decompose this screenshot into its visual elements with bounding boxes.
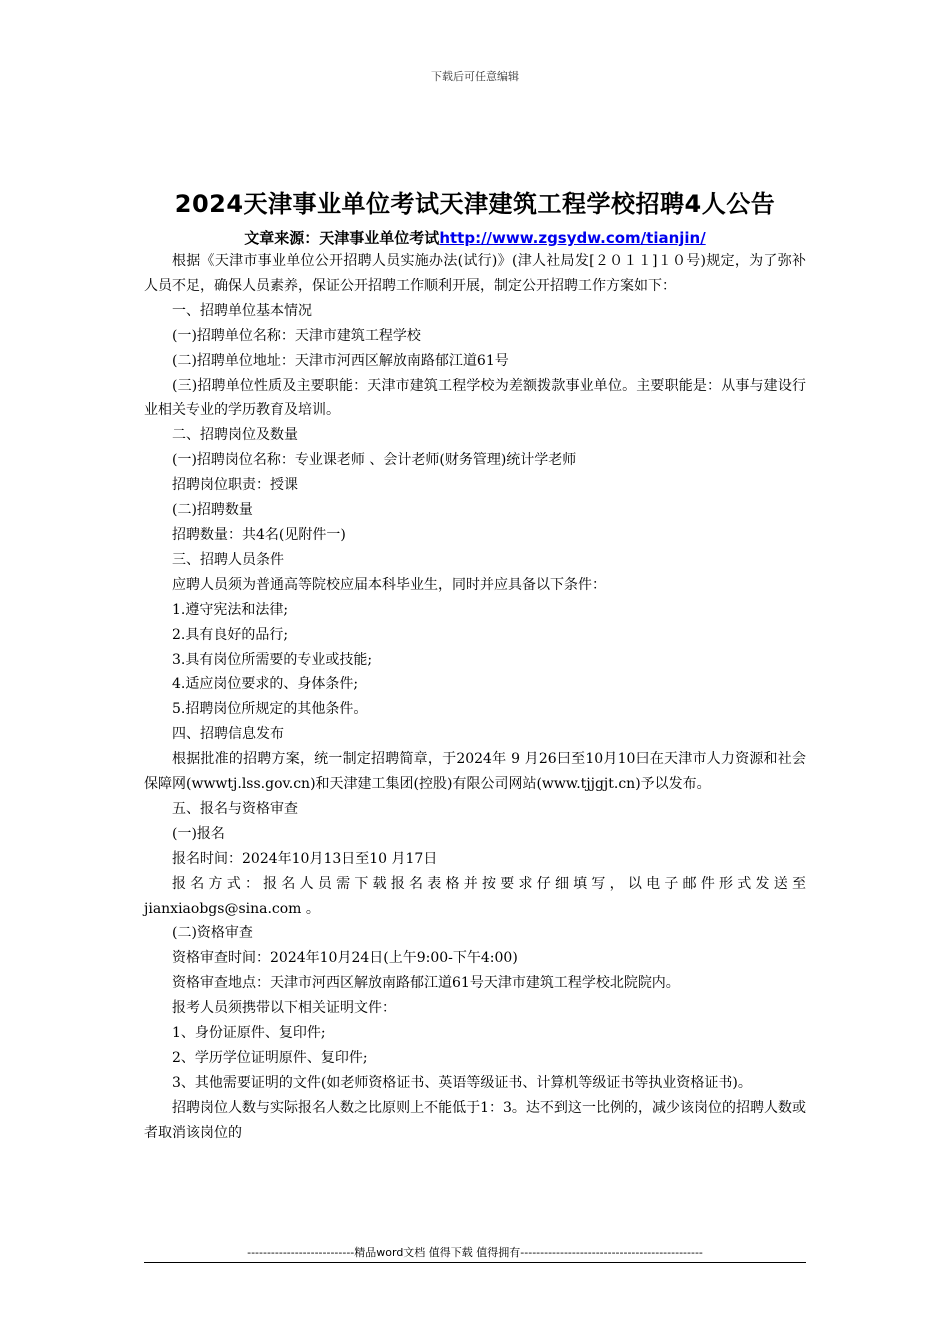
paragraph: (一)报名 xyxy=(172,825,225,842)
paragraph: 3、其他需要证明的文件(如老师资格证书、英语等级证书、计算机等级证书等执业资格证书)。 xyxy=(172,1074,752,1091)
paragraph: 根据批准的招聘方案，统一制定招聘简章，于2024年 9 月26曰至10月10曰在天津市人力资源和社会保障网(wwwtj.lss.gov.cn)和天津建工集团(控股)有限公司网站(www.tjjgjt.cn)予以发布。 xyxy=(144,751,806,793)
paragraph: (一)招聘岗位名称：专业课老师 、会计老师(财务管理)统计学老师 xyxy=(172,452,577,469)
paragraph: 招聘岗位职责：授课 xyxy=(172,477,298,494)
paragraph: 二、招聘岗位及数量 xyxy=(172,427,298,444)
paragraph: (二)资格审查 xyxy=(172,925,253,942)
source-label: 文章来源：天津事业单位考试 xyxy=(244,229,440,247)
paragraph: 四、招聘信息发布 xyxy=(172,726,284,743)
header-note: 下载后可任意编辑 xyxy=(431,70,519,83)
document-body xyxy=(144,249,806,1146)
paragraph: 1、身份证原件、复印件; xyxy=(172,1025,326,1042)
paragraph: 五、报名与资格审查 xyxy=(172,800,298,817)
footer-note: ---------------------------精品word文档 值得下载 值得拥有---------------------------------------------- xyxy=(247,1246,703,1259)
paragraph: 3.具有岗位所需要的专业或技能; xyxy=(172,651,373,668)
source-line xyxy=(0,227,950,248)
paragraph: 资格审查时间：2024年10月24日(上午9:00-下午4:00) xyxy=(172,950,518,967)
footer-divider xyxy=(144,1262,806,1263)
paragraph: 一、招聘单位基本情况 xyxy=(172,302,312,319)
paragraph: 报名方式：报名人员需下载报名表格并按要求仔细填写，以电子邮件形式发送至jianxiaobgs@sina.com 。 xyxy=(144,875,806,917)
paragraph: 4.适应岗位要求的、身体条件; xyxy=(172,676,359,693)
paragraph: 报考人员须携带以下相关证明文件： xyxy=(172,1000,396,1017)
document-title: 2024天津事业单位考试天津建筑工程学校招聘4人公告 xyxy=(174,190,776,218)
paragraph: (二)招聘单位地址：天津市河西区解放南路郁江道61号 xyxy=(172,352,509,369)
paragraph: 根据《天津市事业单位公开招聘人员实施办法(试行)》(津人社局发[２０１１]１０号)规定，为了弥补人员不足，确保人员素养，保证公开招聘工作顺利开展，制定公开招聘工作方案如下： xyxy=(144,253,806,294)
paragraph: (二)招聘数量 xyxy=(172,502,253,519)
paragraph: 资格审查地点：天津市河西区解放南路郁江道61号天津市建筑工程学校北院院内。 xyxy=(172,975,680,992)
paragraph: 三、招聘人员条件 xyxy=(172,551,284,568)
paragraph: 2、学历学位证明原件、复印件; xyxy=(172,1050,368,1066)
paragraph: 1.遵守宪法和法律; xyxy=(172,601,289,618)
paragraph: 2.具有良好的品行; xyxy=(172,626,289,643)
paragraph: (一)招聘单位名称：天津市建筑工程学校 xyxy=(172,327,421,344)
paragraph: (三)招聘单位性质及主要职能：天津市建筑工程学校为差额拨款事业单位。主要职能是：从事与建设行业相关专业的学历教育及培训。 xyxy=(144,377,806,419)
paragraph: 应聘人员须为普通高等院校应届本科毕业生，同时并应具备以下条件： xyxy=(172,576,606,593)
paragraph: 招聘数量：共4名(见附件一) xyxy=(172,526,346,543)
source-link[interactable]: http://www.zgsydw.com/tianjin/ xyxy=(439,229,706,247)
paragraph: 5.招聘岗位所规定的其他条件。 xyxy=(172,701,368,718)
paragraph: 招聘岗位人数与实际报名人数之比原则上不能低于1：3。达不到这一比例的，减少该岗位的招聘人数或者取消该岗位的 xyxy=(144,1099,806,1141)
paragraph: 报名时间：2024年10月13日至10 月17日 xyxy=(172,850,438,867)
